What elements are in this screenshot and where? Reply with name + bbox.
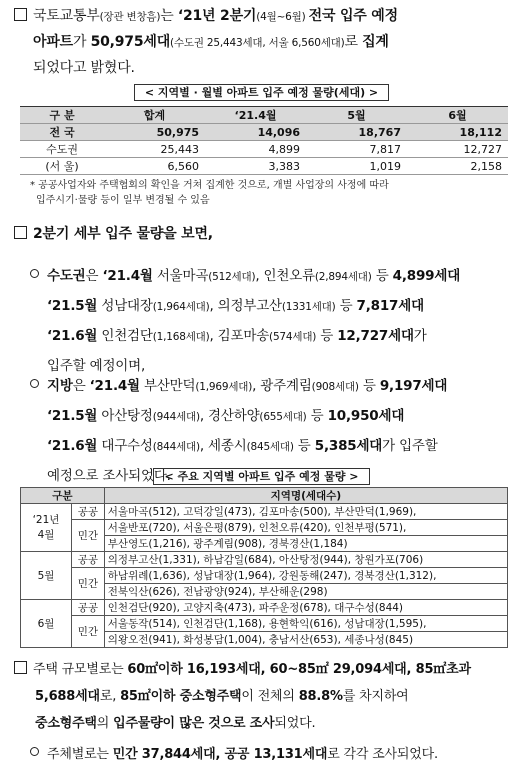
size-paragraph: 주택 규모별로는 60㎡이하 16,193세대, 60~85㎡ 29,094세대, 85㎡초과 5,688세대로, 85㎡이하 중소형주택이 전체의 88.8%를 차지하여 중소형주택의 입주물량이 많은 것으로 조사되었다. <box>14 656 471 737</box>
entity-paragraph: 주체별로는 민간 37,844세대, 공공 13,131세대로 각각 조사되었다. <box>30 742 438 767</box>
table-row: 의왕오전(941), 화성봉담(1,004), 충남서산(653), 세종나성(845) <box>21 632 508 648</box>
table1-caption: < 지역별 · 월별 아파트 입주 예정 물량(세대) > <box>0 84 523 100</box>
checkbox-bullet-icon <box>14 8 27 21</box>
col-header: 5월 <box>306 107 407 124</box>
checkbox-bullet-icon <box>14 226 27 239</box>
table-row: 전북익산(626), 전남광양(924), 부산해운(298) <box>21 584 508 600</box>
major-region-table <box>20 487 508 648</box>
col-header: 6월 <box>407 107 508 124</box>
table-row: 민간 서울반포(720), 서울은평(879), 인천오류(420), 인천부평(571), <box>21 520 508 536</box>
provinces-paragraph: 지방은 ‘21.4월 부산만덕(1,969세대), 광주계림(908세대) 등 9,197세대 ‘21.5월 아산탕정(944세대), 경산하양(655세대) 등 10,950세대 ‘21.6월 대구수성(844세대), 세종시(845세대) 등 5,385세대가 입주할 예정으로 조사되었다. <box>30 372 447 491</box>
checkbox-bullet-icon <box>14 661 27 674</box>
table1-note: * 공공사업자와 주택협회의 확인을 거쳐 집계한 것으로, 개별 사업장의 사정에 따라 입주시기·물량 등이 일부 변경될 수 있음 <box>30 180 389 206</box>
table-row: 부산영도(1,216), 광주계림(908), 경북경산(1,184) <box>21 536 508 552</box>
col-header: 구 분 <box>20 107 104 124</box>
table-row: 5월 공공 의정부고산(1,331), 하남감일(684), 아산탕정(944), 창원가포(706) <box>21 552 508 568</box>
col-header: 구분 <box>21 488 105 504</box>
table-row: (서 울) 6,560 3,383 1,019 2,158 <box>20 158 508 175</box>
circle-bullet-icon <box>30 269 39 278</box>
circle-bullet-icon <box>30 379 39 388</box>
table-row: ‘21년 4월 공공 서울마곡(512), 고덕강일(473), 김포마송(500), 부산만덕(1,969), <box>21 504 508 520</box>
table-row: 민간 하남위례(1,636), 성남대장(1,964), 강원동해(247), 경북경산(1,312), <box>21 568 508 584</box>
table2-caption: < 주요 지역별 아파트 입주 예정 물량 > <box>0 468 523 484</box>
table-row: 6월 공공 인천검단(920), 고양지축(473), 파주운정(678), 대구수성(844) <box>21 600 508 616</box>
intro-paragraph: 국토교통부(장관 변창흠)는 ‘21년 2분기(4월~6월) 전국 입주 예정 아파트가 50,975세대(수도권 25,443세대, 서울 6,560세대)로 집계 되었다고 밝혔다. <box>14 4 398 81</box>
detail-heading: 2분기 세부 입주 물량을 보면, <box>14 222 213 247</box>
table-row: 전 국 50,975 14,096 18,767 18,112 <box>20 124 508 141</box>
table-row: 수도권 25,443 4,899 7,817 12,727 <box>20 141 508 158</box>
capital-area-paragraph: 수도권은 ‘21.4월 서울마곡(512세대), 인천오류(2,894세대) 등 4,899세대 ‘21.5월 성남대장(1,964세대), 의정부고산(1331세대) 등 7,817세대 ‘21.6월 인천검단(1,168세대), 김포마송(574세대) 등 12,727세대가 입주할 예정이며, <box>30 262 460 381</box>
circle-bullet-icon <box>30 747 39 756</box>
regional-monthly-table <box>20 106 508 175</box>
col-header: 지역명(세대수) <box>104 488 507 504</box>
col-header: ‘21.4월 <box>205 107 306 124</box>
col-header: 합계 <box>104 107 205 124</box>
table-row: 민간 서울동작(514), 인천검단(1,168), 용현학익(616), 성남대장(1,595), <box>21 616 508 632</box>
